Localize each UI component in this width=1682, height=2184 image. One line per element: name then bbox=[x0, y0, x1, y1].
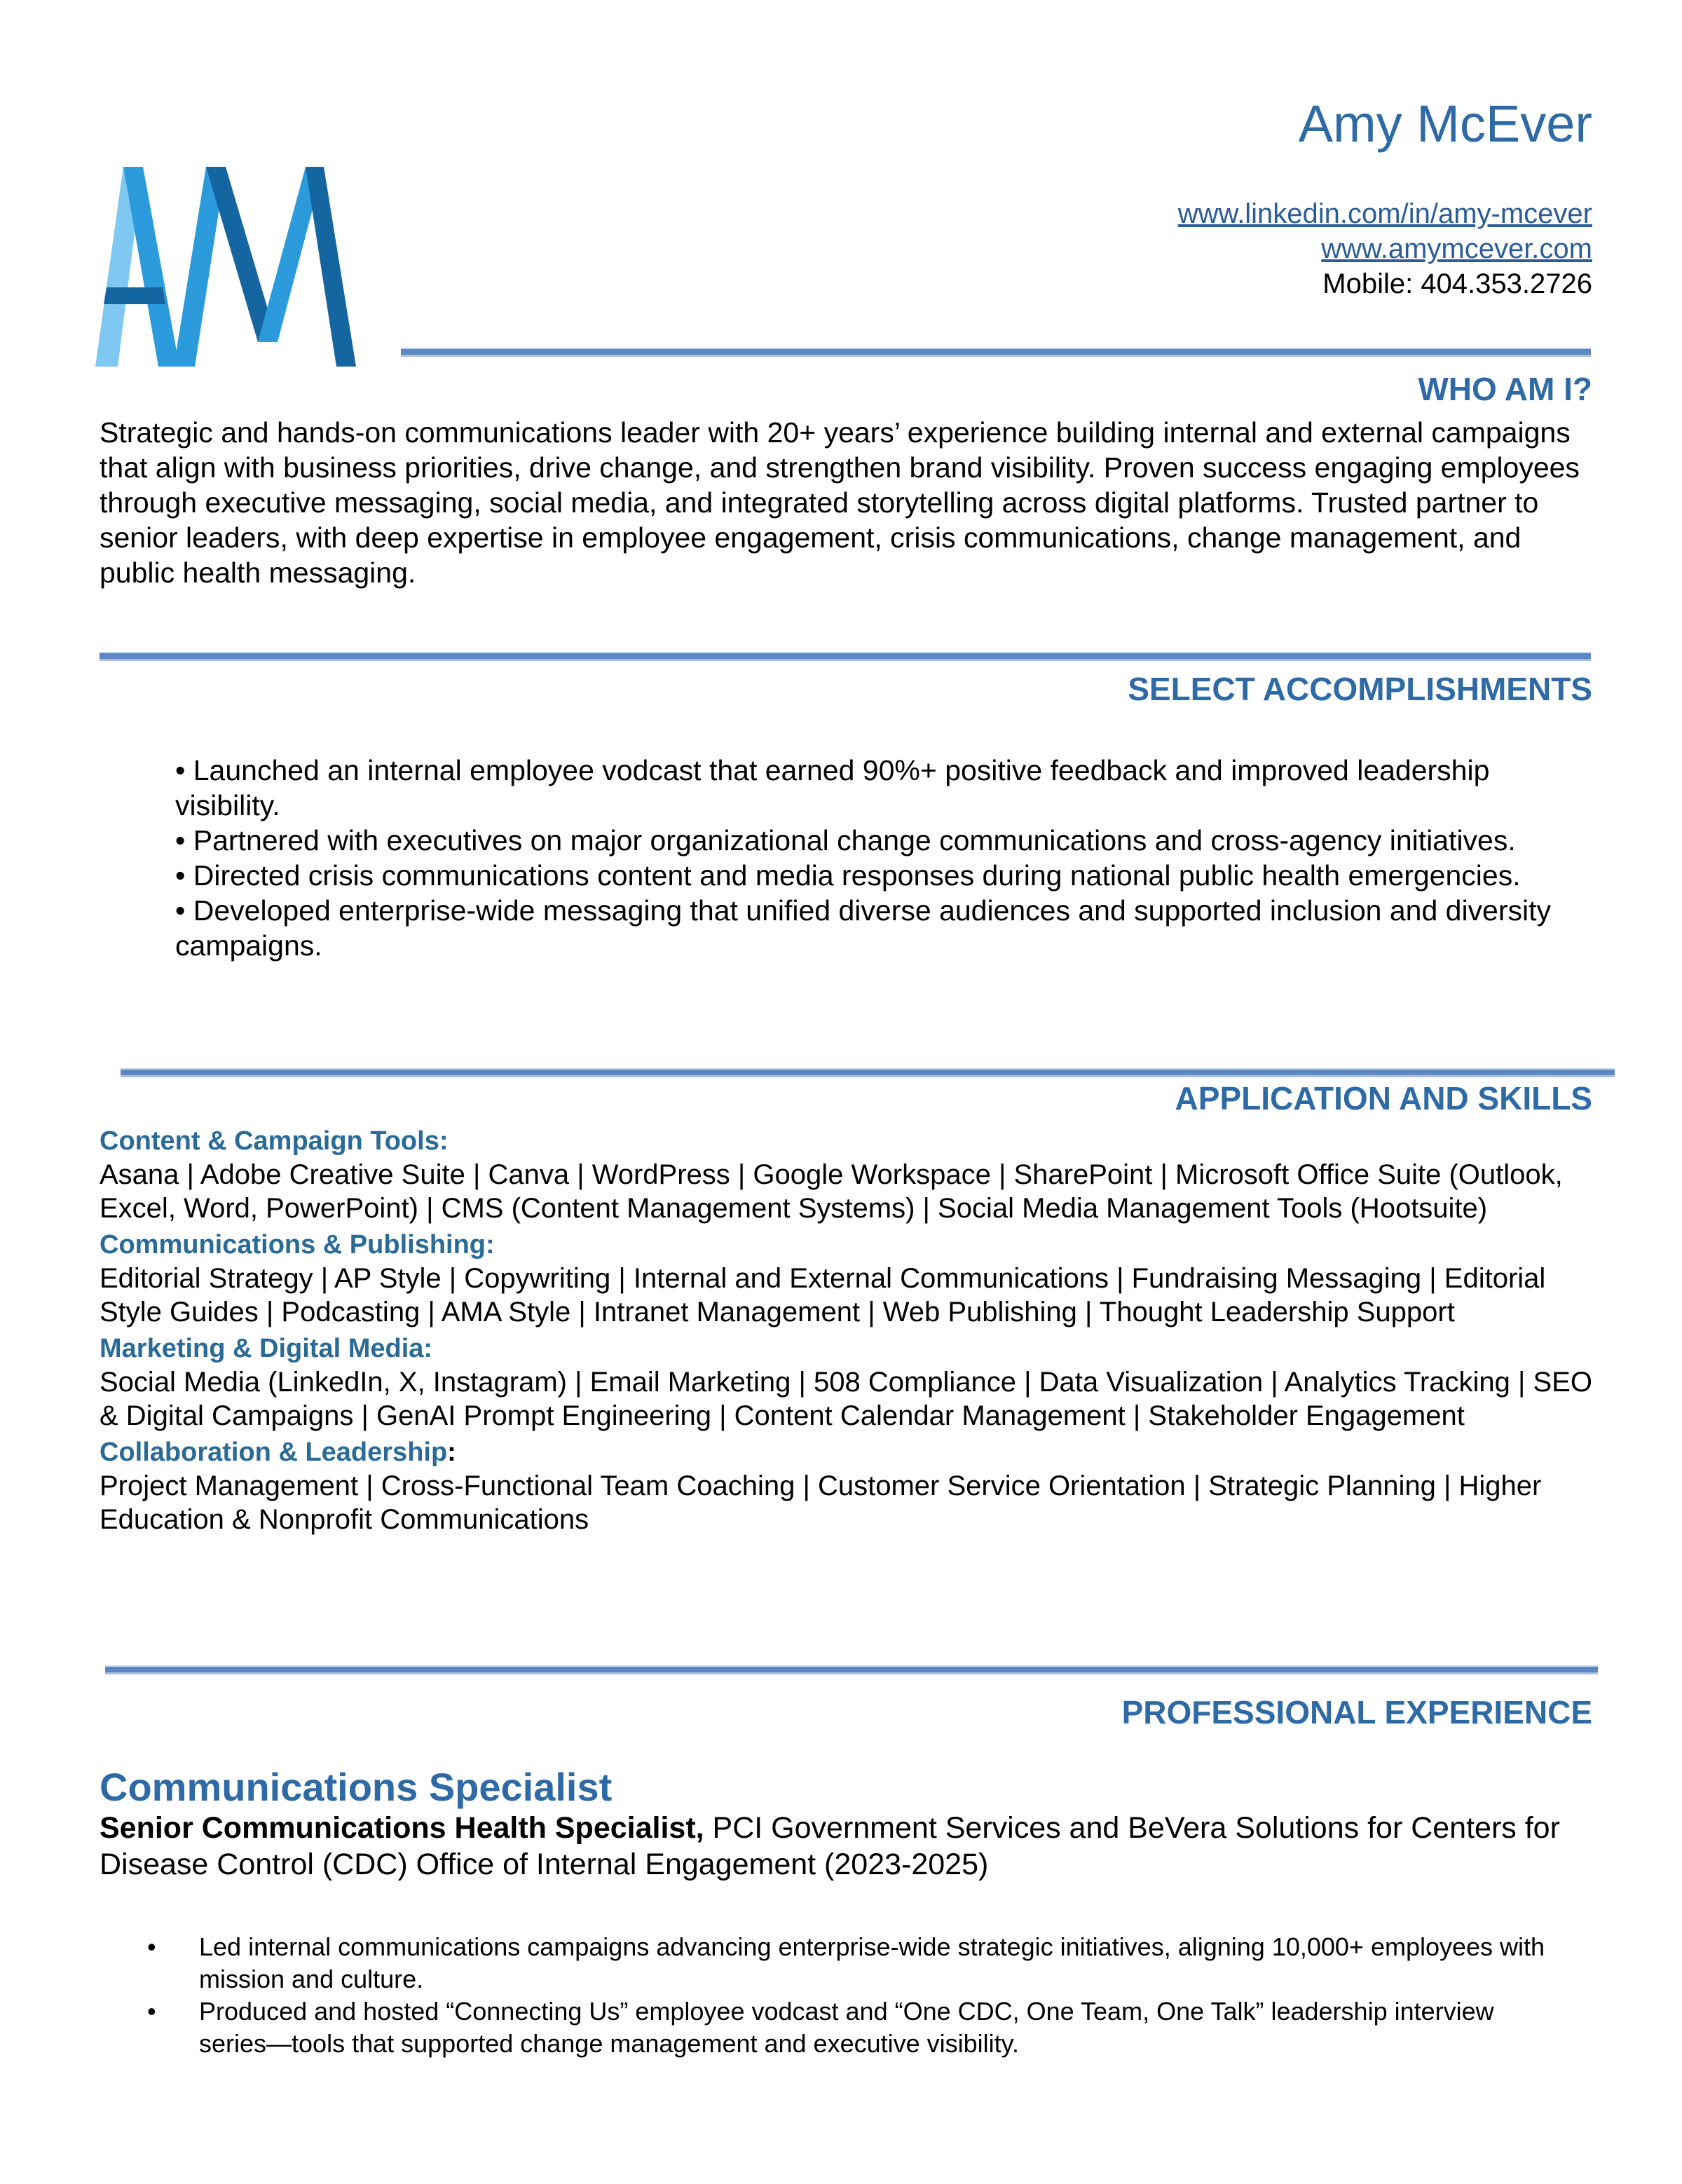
linkedin-link[interactable]: www.linkedin.com/in/amy-mcever bbox=[1177, 198, 1592, 229]
accomplishments-list bbox=[175, 753, 1584, 963]
accomplishment-item: • Directed crisis communications content and media responses during national public health emergencies. bbox=[175, 859, 1521, 892]
bullet-glyph: • bbox=[147, 1932, 156, 1961]
skill-group-text: Editorial Strategy | AP Style | Copywriting | Internal and External Communications | Fundraising Messaging | Editorial Style Guides | Podcasting | AMA Style | Intranet Management | Web Publishing | Thought Leadership Support bbox=[100, 1263, 1546, 1328]
experience-bullets bbox=[147, 1931, 1549, 2060]
accomplishments-heading: SELECT ACCOMPLISHMENTS bbox=[1128, 671, 1592, 707]
role-description bbox=[100, 1810, 1592, 1883]
skill-group-colon: : bbox=[447, 1438, 456, 1467]
summary-divider bbox=[100, 653, 1591, 661]
summary-paragraph: Strategic and hands-on communications leader with 20+ years’ experience building internal and external campaigns that align with business priorities, drive change, and strengthen brand visibility. Proven success engaging employees through executive messaging, social media, and integrated storytelling across digital platforms. Trusted partner to senior leaders, with deep expertise in employee engagement, crisis communications, change management, and public health messaging. bbox=[100, 416, 1580, 589]
bullet-glyph: • bbox=[147, 1997, 156, 2026]
am-logo-graphic bbox=[95, 167, 404, 370]
website-link[interactable]: www.amymcever.com bbox=[1321, 233, 1592, 264]
role-employer: PCI Government Services and BeVera Solutions for Centers for Disease Control (CDC) Office of Internal Engagement (2023-2025) bbox=[100, 1811, 1560, 1881]
skill-group-heading: Content & Campaign Tools: bbox=[100, 1126, 449, 1156]
skills-divider bbox=[105, 1667, 1598, 1674]
accomplishment-item: • Partnered with executives on major organizational change communications and cross-agency initiatives. bbox=[175, 824, 1516, 856]
who-am-i-heading: WHO AM I? bbox=[1418, 371, 1592, 407]
logo-a-right-stroke bbox=[123, 167, 179, 367]
experience-bullet-text: Produced and hosted “Connecting Us” employee vodcast and “One CDC, One Team, One Talk” leadership interview series—tools that supported change management and executive visibility. bbox=[199, 1997, 1494, 2058]
accomplishments-divider bbox=[121, 1070, 1615, 1077]
skill-group-heading-wrap bbox=[100, 1435, 1599, 1469]
skill-group-text: Social Media (LinkedIn, X, Instagram) | Email Marketing | 508 Compliance | Data Visualization | Analytics Tracking | SEO & Digital Campaigns | GenAI Prompt Engineering | Content Calendar Management | Stakeholder Engagement bbox=[100, 1367, 1592, 1431]
experience-bullet bbox=[147, 1995, 1549, 2060]
mobile-number: Mobile: 404.353.2726 bbox=[1322, 268, 1592, 299]
skills-heading: APPLICATION AND SKILLS bbox=[1175, 1080, 1592, 1117]
job-title: Communications Specialist bbox=[100, 1765, 613, 1809]
role-name: Senior Communications Health Specialist, bbox=[100, 1811, 704, 1845]
experience-bullet bbox=[147, 1931, 1549, 1995]
experience-bullet-text: Led internal communications campaigns advancing enterprise-wide strategic initiatives, aligning 10,000+ employees with mission and culture. bbox=[199, 1932, 1545, 1993]
accomplishment-item: • Developed enterprise-wide messaging that unified diverse audiences and supported inclusion and diversity campaigns. bbox=[175, 894, 1552, 962]
logo-a-crossbar bbox=[104, 287, 165, 304]
accomplishment-item: • Launched an internal employee vodcast that earned 90%+ positive feedback and improved leadership visibility. bbox=[175, 754, 1490, 821]
header-divider bbox=[401, 349, 1591, 357]
skill-group-text: Asana | Adobe Creative Suite | Canva | WordPress | Google Workspace | SharePoint | Microsoft Office Suite (Outlook, Excel, Word, PowerPoint) | CMS (Content Management Systems) | Social Media Management Tools (Hootsuite) bbox=[100, 1159, 1563, 1224]
skill-group-heading: Collaboration & Leadership bbox=[100, 1438, 448, 1467]
logo-m-right-stroke bbox=[306, 167, 356, 367]
linkedin-link-wrap bbox=[1178, 200, 1592, 228]
am-logo bbox=[95, 167, 404, 370]
skills-section bbox=[100, 1124, 1599, 1539]
skill-group-heading: Marketing & Digital Media: bbox=[100, 1334, 433, 1363]
skill-group-text: Project Management | Cross-Functional Team Coaching | Customer Service Orientation | Strategic Planning | Higher Education & Nonprofit Communications bbox=[100, 1470, 1542, 1535]
skill-group-heading: Communications & Publishing: bbox=[100, 1230, 495, 1260]
website-link-wrap bbox=[1321, 235, 1592, 263]
candidate-name: Amy McEver bbox=[1298, 95, 1592, 153]
experience-heading: PROFESSIONAL EXPERIENCE bbox=[1121, 1694, 1592, 1731]
